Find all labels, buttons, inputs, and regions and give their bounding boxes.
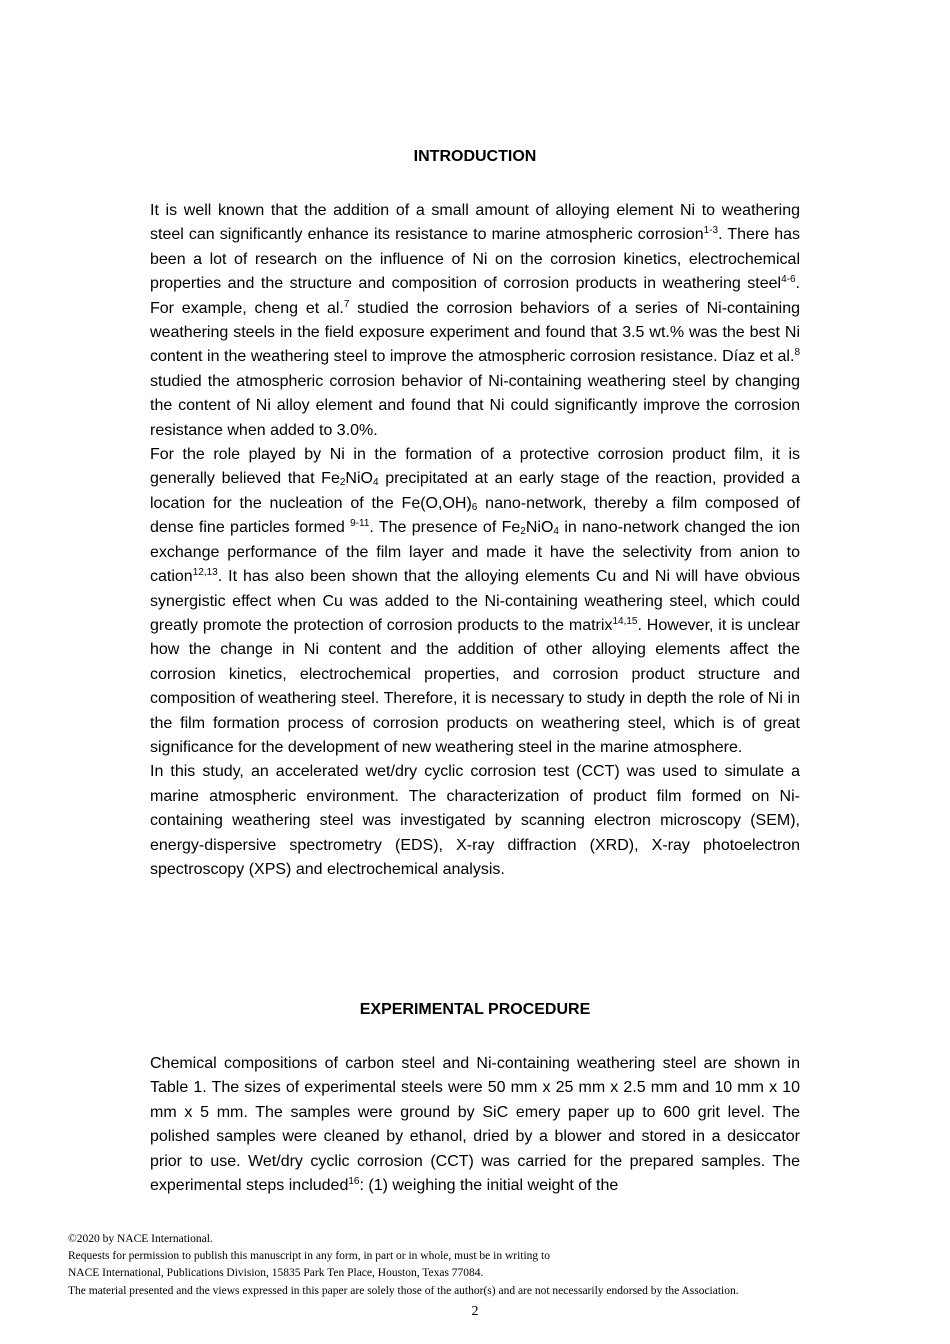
- chemical-subscript: 4: [553, 526, 559, 538]
- page-footer: [68, 1231, 868, 1300]
- introduction-paragraph-3: In this study, an accelerated wet/dry cyclic corrosion test (CCT) was used to simulate a marine atmospheric environment. The characterization of product film formed on Ni-containing weathering steel was investigated by scanning electron microscopy (SEM), energy-dispersive spectrometry (EDS), X-ray diffraction (XRD), X-ray photoelectron spectroscopy (XPS) and electrochemical analysis.: [150, 763, 800, 878]
- experimental-body: [150, 1052, 800, 1198]
- disclaimer-notice: The material presented and the views expressed in this paper are solely those of the author(s) and are not necessarily endorsed by the Association.: [68, 1284, 739, 1297]
- page-number: 2: [471, 1304, 479, 1319]
- chemical-subscript: 2: [339, 477, 346, 489]
- introduction-heading: INTRODUCTION: [413, 148, 537, 165]
- introduction-body: [150, 199, 800, 882]
- chemical-subscript: 2: [520, 526, 526, 538]
- permission-notice: Requests for permission to publish this manuscript in any form, in part or in whole, must be in writing to: [68, 1250, 550, 1263]
- introduction-paragraph-1: It is well known that the addition of a small amount of alloying element Ni to weathering steel can significantly enhance its resistance to marine atmospheric corrosion$^{1-3}$. There has been a lot of research on the influence of Ni on the corrosion kinetics, electrochemical properties and the structure and composition of corrosion products in weathering steel$^{4-6}$. For example, cheng et al.$^7$ studied the corrosion behaviors of a series of Ni-containing weathering steels in the field exposure experiment and found that 3.5 wt.% was the best Ni content in the weathering steel to improve the atmospheric corrosion resistance. Díaz et al.$^8$ studied the atmospheric corrosion behavior of Ni-containing weathering steel by changing the content of Ni alloy element and found that Ni could significantly improve the corrosion resistance when added to 3.0%.: [150, 202, 801, 439]
- citation-superscript: 8: [794, 347, 800, 359]
- chemical-subscript: 6: [471, 501, 478, 513]
- citation-superscript: 4-6: [781, 274, 796, 286]
- citation-superscript: 12,13: [192, 567, 218, 579]
- citation-superscript: 9-11: [350, 518, 370, 530]
- copyright-notice: ©2020 by NACE International.: [68, 1233, 213, 1245]
- citation-superscript: 16: [348, 1176, 360, 1188]
- citation-superscript: 14,15: [612, 615, 638, 627]
- experimental-heading: EXPERIMENTAL PROCEDURE: [359, 1001, 591, 1018]
- introduction-paragraph-2: For the role played by Ni in the formation of a protective corrosion product film, it is generally believed that $Fe_2NiO_4$ precipitated at an early stage of the reaction, provided a location for the nucleation of the $Fe(O,OH)_6$ nano-network, thereby a film composed of dense fine particles formed $^{9-11}$. The presence of $Fe_2NiO_4$ in nano-network changed the ion exchange performance of the film layer and made it have the selectivity from anion to cation$^{12,13}$. It has also been shown that the alloying elements Cu and Ni will have obvious synergistic effect when Cu was added to the Ni-containing weathering steel, which could greatly promote the protection of corrosion products to the matrix$^{14,15}$. However, it is unclear how the change in Ni content and the addition of other alloying elements affect the corrosion kinetics, electrochemical properties, and corrosion product structure and composition of weathering steel. Therefore, it is necessary to study in depth the role of Ni in the film formation process of corrosion products on weathering steel, which is of great significance for the development of new weathering steel in the marine atmosphere.: [150, 446, 801, 756]
- publisher-address: NACE International, Publications Division, 15835 Park Ten Place, Houston, Texas 77084.: [68, 1267, 484, 1280]
- citation-superscript: 7: [343, 298, 350, 310]
- experimental-paragraph-1: Chemical compositions of carbon steel and Ni-containing weathering steel are shown in Table 1. The sizes of experimental steels were 50 mm x 25 mm x 2.5 mm and 10 mm x 10 mm x 5 mm. The samples were ground by SiC emery paper up to 600 grit level. The polished samples were cleaned by ethanol, dried by a blower and stored in a desiccator prior to use. Wet/dry cyclic corrosion (CCT) was carried for the prepared samples. The experimental steps included$^{16}$: (1) weighing the initial weight of the: [150, 1055, 800, 1195]
- citation-superscript: 1-3: [703, 225, 719, 237]
- chemical-subscript: 4: [372, 477, 379, 489]
